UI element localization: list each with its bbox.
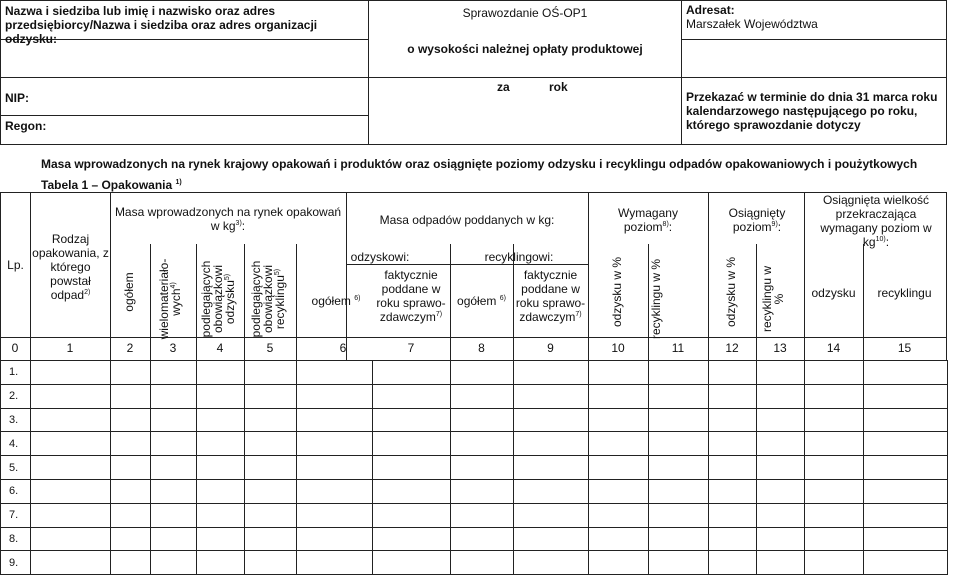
col-introduced-header: Masa wprowadzonych na rynek opakowań w $kg^{3)}$: [114, 205, 342, 233]
footnote-ref: 1) [175, 179, 182, 186]
col-number: 3 [169, 341, 177, 355]
table-cell[interactable] [805, 408, 864, 432]
col-number: 0 [11, 341, 19, 355]
col-number: 8 [478, 341, 485, 355]
table-cell[interactable] [451, 503, 514, 527]
table-cell[interactable] [151, 479, 197, 503]
table-cell[interactable] [514, 408, 589, 432]
col-type-header: Rodzaj opakowania, z którego powstał odpad$^{2)}$ [32, 232, 109, 302]
table-cell[interactable] [757, 551, 805, 575]
table-cell[interactable] [864, 432, 948, 456]
table-cell[interactable] [245, 361, 297, 385]
table-cell[interactable] [197, 551, 245, 575]
table-cell[interactable] [197, 503, 245, 527]
table-cell[interactable] [451, 384, 514, 408]
report-title: Sprawozdanie OŚ-OP1 [462, 6, 588, 20]
table-cell[interactable] [197, 361, 245, 385]
table-cell[interactable] [197, 408, 245, 432]
table-cell[interactable] [245, 432, 297, 456]
table-cell[interactable] [151, 408, 197, 432]
table-cell[interactable] [451, 432, 514, 456]
table-row [1, 408, 948, 432]
table-cell[interactable] [245, 503, 297, 527]
table-cell[interactable] [451, 456, 514, 480]
table-cell[interactable] [805, 527, 864, 551]
table-cell[interactable] [297, 503, 373, 527]
table-cell[interactable] [151, 361, 197, 385]
table-cell[interactable] [864, 384, 948, 408]
table-cell[interactable] [649, 479, 709, 503]
table-cell[interactable] [709, 408, 757, 432]
table-cell[interactable] [757, 432, 805, 456]
table-cell[interactable] [245, 408, 297, 432]
table-cell[interactable] [197, 384, 245, 408]
table-cell[interactable] [245, 527, 297, 551]
table-cell[interactable] [451, 479, 514, 503]
regon-label: Regon: [5, 119, 47, 133]
table-cell[interactable] [197, 527, 245, 551]
table-cell[interactable] [197, 432, 245, 456]
nip-label: NIP: [5, 91, 29, 105]
addressee-value: Marszałek Województwa [686, 17, 818, 31]
table-cell[interactable] [151, 551, 197, 575]
table-cell[interactable] [31, 551, 111, 575]
table-cell[interactable] [864, 456, 948, 480]
table-cell[interactable] [649, 384, 709, 408]
table-cell[interactable] [805, 361, 864, 385]
col-number: 11 [671, 341, 685, 355]
table-cell[interactable] [864, 527, 948, 551]
table-cell[interactable] [514, 384, 589, 408]
table-cell[interactable] [589, 408, 649, 432]
table-cell[interactable] [111, 551, 151, 575]
table-cell[interactable] [297, 361, 373, 385]
table-cell[interactable] [589, 384, 649, 408]
table-cell[interactable] [589, 432, 649, 456]
row-number: 3. [1, 408, 31, 432]
table-row [1, 361, 948, 385]
table-cell[interactable] [31, 503, 111, 527]
row-number: 8. [1, 527, 31, 551]
table-cell[interactable] [31, 432, 111, 456]
table-cell[interactable] [297, 432, 373, 456]
table-cell[interactable] [757, 408, 805, 432]
col-number: 15 [897, 341, 912, 355]
table-cell[interactable] [709, 456, 757, 480]
col-lp-header: Lp. [7, 258, 24, 272]
period-prefix: za [497, 80, 510, 94]
col-number: 14 [826, 341, 841, 355]
table-cell[interactable] [649, 503, 709, 527]
table-cell[interactable] [373, 503, 451, 527]
col-recovery-actual-header: faktycznie poddane w roku sprawo-zdawczym$^{7)}$ [376, 268, 446, 324]
table-cell[interactable] [514, 503, 589, 527]
row-number: 6. [1, 479, 31, 503]
table-cell[interactable] [649, 408, 709, 432]
table-cell[interactable] [373, 551, 451, 575]
table-cell[interactable] [709, 384, 757, 408]
table-cell[interactable] [31, 384, 111, 408]
table-cell[interactable] [805, 503, 864, 527]
col-multimaterial-header: wielomateriało-wych$^{4)}$ [157, 258, 183, 340]
table-cell[interactable] [757, 361, 805, 385]
data-table [0, 360, 948, 575]
table-cell[interactable] [151, 503, 197, 527]
table-cell[interactable] [864, 361, 948, 385]
table-cell[interactable] [111, 361, 151, 385]
col-exceed-recovery-header: odzysku [811, 286, 856, 300]
table-cell[interactable] [589, 503, 649, 527]
col-number: 6 [339, 341, 347, 355]
table-cell[interactable] [757, 456, 805, 480]
col-number: 12 [725, 341, 739, 355]
table-cell[interactable] [111, 432, 151, 456]
table-cell[interactable] [297, 384, 373, 408]
row-number: 1. [1, 361, 31, 385]
table-cell[interactable] [589, 479, 649, 503]
table-cell[interactable] [197, 479, 245, 503]
table-cell[interactable] [451, 527, 514, 551]
table-cell[interactable] [151, 456, 197, 480]
col-total-header: ogółem [122, 272, 136, 312]
table-cell[interactable] [514, 479, 589, 503]
table-cell[interactable] [31, 527, 111, 551]
table-row [1, 384, 948, 408]
table-cell[interactable] [589, 551, 649, 575]
table-row [1, 551, 948, 575]
table-cell[interactable] [709, 503, 757, 527]
section-title: Masa wprowadzonych na rynek krajowy opakowań i produktów oraz osiągnięte poziomy odzysku i recyklingu odpadów opakowaniowych i poużytkowych [41, 157, 918, 171]
row-number: 7. [1, 503, 31, 527]
table-cell[interactable] [864, 551, 948, 575]
col-recycling-total-header: ogółem $^{6)}$ [457, 294, 506, 308]
table-cell[interactable] [111, 456, 151, 480]
table-cell[interactable] [31, 361, 111, 385]
col-number: 4 [216, 341, 224, 355]
table-cell[interactable] [151, 432, 197, 456]
table-cell[interactable] [709, 361, 757, 385]
table-cell[interactable] [245, 479, 297, 503]
recovery-group-header: odzyskowi: [350, 250, 410, 264]
table-cell[interactable] [757, 503, 805, 527]
table-cell[interactable] [245, 384, 297, 408]
col-exceed-header: Osiągnięta wielkość przekraczająca wymagany poziom w $kg^{10)}$: [820, 193, 932, 249]
table-cell[interactable] [151, 527, 197, 551]
table-cell[interactable] [31, 479, 111, 503]
table-cell[interactable] [111, 408, 151, 432]
col-required-recovery-header: odzysku w % [610, 256, 624, 328]
table-cell[interactable] [151, 384, 197, 408]
table-cell[interactable] [373, 479, 451, 503]
table-cell[interactable] [373, 456, 451, 480]
table-cell[interactable] [111, 527, 151, 551]
table-cell[interactable] [373, 432, 451, 456]
table-cell[interactable] [514, 361, 589, 385]
table-cell[interactable] [589, 527, 649, 551]
col-recovery-obliged-header: podlegających obowiązkowi odzysku$^{5)}$ [199, 260, 237, 338]
table-cell[interactable] [709, 527, 757, 551]
table-cell[interactable] [297, 408, 373, 432]
row-number: 2. [1, 384, 31, 408]
table-cell[interactable] [757, 384, 805, 408]
table-cell[interactable] [514, 527, 589, 551]
table-row [1, 503, 948, 527]
table-cell[interactable] [864, 479, 948, 503]
table-cell[interactable] [451, 408, 514, 432]
table-cell[interactable] [805, 384, 864, 408]
table-cell[interactable] [245, 551, 297, 575]
table-cell[interactable] [589, 361, 649, 385]
table-cell[interactable] [757, 479, 805, 503]
table-cell[interactable] [864, 503, 948, 527]
table-cell[interactable] [514, 456, 589, 480]
table-cell[interactable] [297, 551, 373, 575]
col-number: 5 [266, 341, 274, 355]
deadline-note: Przekazać w terminie do dnia 31 marca roku kalendarzowego następującego po roku, którego sprawozdanie dotyczy [686, 90, 938, 132]
table-caption-text: Tabela 1 – Opakowania [41, 178, 173, 192]
table-cell[interactable] [373, 527, 451, 551]
table-cell[interactable] [31, 456, 111, 480]
table-cell[interactable] [709, 551, 757, 575]
col-number: 9 [547, 341, 554, 355]
table-cell[interactable] [709, 479, 757, 503]
table-cell[interactable] [649, 527, 709, 551]
table-cell[interactable] [649, 361, 709, 385]
table-cell[interactable] [649, 456, 709, 480]
applicant-label: Nazwa i siedziba lub imię i nazwisko oraz adres przedsiębiorcy/Nazwa i siedziba oraz adres organizacji odzysku: [5, 4, 318, 46]
col-recycling-obliged-header: podlegających obowiązkowi recyklingu$^{5)}$ [249, 260, 287, 338]
table-row [1, 456, 948, 480]
row-number: 4. [1, 432, 31, 456]
table-cell[interactable] [197, 456, 245, 480]
table-cell[interactable] [805, 551, 864, 575]
col-number: 10 [611, 341, 625, 355]
table-cell[interactable] [297, 456, 373, 480]
col-waste-mass-header: Masa odpadów poddanych w kg: [379, 213, 555, 227]
table-cell[interactable] [111, 479, 151, 503]
table-cell[interactable] [649, 551, 709, 575]
row-number: 9. [1, 551, 31, 575]
table-cell[interactable] [709, 432, 757, 456]
table-cell[interactable] [864, 408, 948, 432]
col-achieved-header: Osiągnięty poziom$^{9)}$: [728, 206, 786, 234]
table-cell[interactable] [589, 456, 649, 480]
col-required-recycling-header: recyklingu w % [649, 258, 663, 340]
table-cell[interactable] [373, 408, 451, 432]
table-cell[interactable] [297, 527, 373, 551]
table-cell[interactable] [649, 432, 709, 456]
report-subtitle: o wysokości należnej opłaty produktowej [407, 42, 643, 56]
table-cell[interactable] [514, 551, 589, 575]
col-number: 1 [66, 341, 74, 355]
col-recovery-total-header: ogółem $^{6)}$ [311, 294, 361, 308]
table-cell[interactable] [31, 408, 111, 432]
col-number: 2 [126, 341, 134, 355]
col-achieved-recovery-header: odzysku w % [724, 256, 738, 328]
table-cell[interactable] [111, 503, 151, 527]
table-cell[interactable] [373, 384, 451, 408]
table-cell[interactable] [757, 527, 805, 551]
table-cell[interactable] [805, 432, 864, 456]
table-cell[interactable] [373, 361, 451, 385]
table-cell[interactable] [805, 456, 864, 480]
table-cell[interactable] [451, 361, 514, 385]
table-row [1, 527, 948, 551]
col-required-header: Wymagany poziom$^{8)}$: [618, 206, 678, 234]
col-achieved-recycling-header: recyklingu w % [760, 265, 786, 333]
table-cell[interactable] [245, 456, 297, 480]
table-cell[interactable] [805, 479, 864, 503]
table-cell[interactable] [297, 479, 373, 503]
addressee-label: Adresat: [686, 3, 735, 17]
table-cell[interactable] [111, 384, 151, 408]
col-number: 13 [773, 341, 787, 355]
table-cell[interactable] [514, 432, 589, 456]
table-row [1, 479, 948, 503]
row-number: 5. [1, 456, 31, 480]
col-exceed-recycling-header: recyklingu [877, 286, 932, 300]
period-suffix: rok [549, 80, 568, 94]
recycling-group-header: recyklingowi: [484, 250, 554, 264]
table-row [1, 432, 948, 456]
table-caption [41, 178, 182, 192]
col-number: 7 [407, 341, 415, 355]
col-recycling-actual-header: faktycznie poddane w roku sprawo-zdawczym$^{7)}$ [515, 268, 586, 324]
table-cell[interactable] [451, 551, 514, 575]
